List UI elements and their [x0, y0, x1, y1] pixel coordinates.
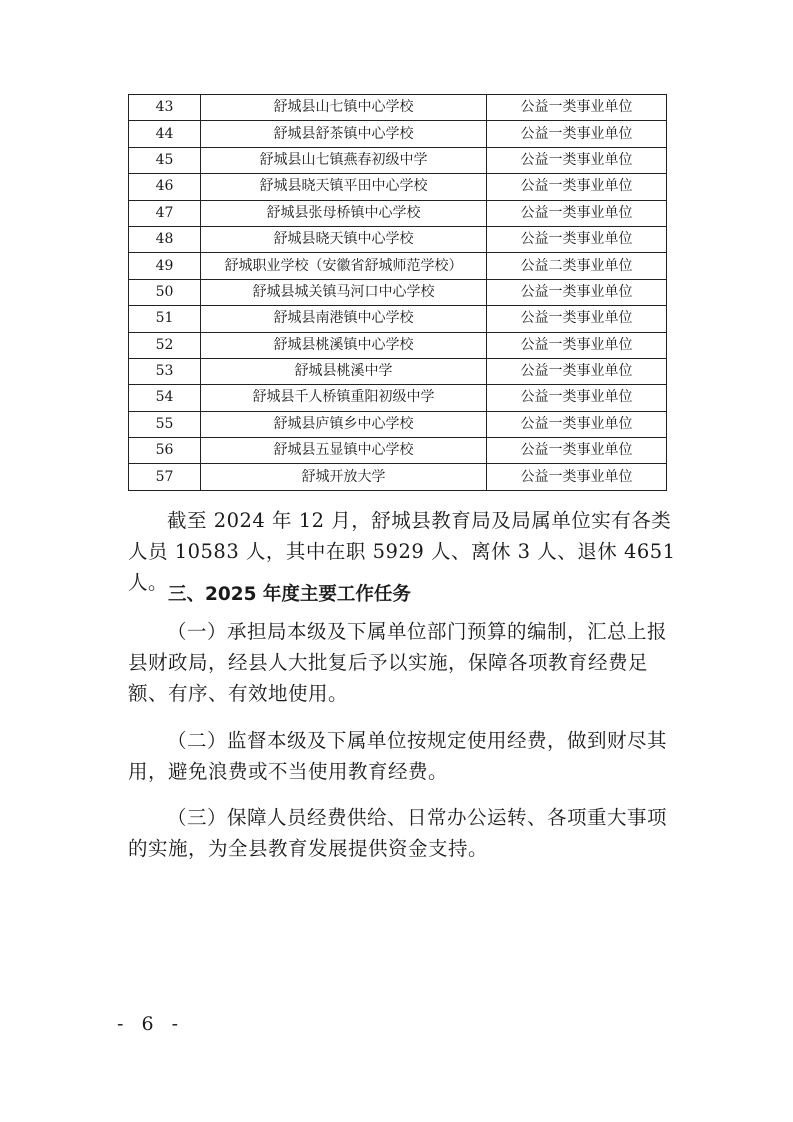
unit-name-cell: 舒城县庐镇乡中心学校: [201, 411, 487, 437]
unit-name-cell: 舒城县桃溪镇中心学校: [201, 332, 487, 358]
table-row: [129, 438, 667, 464]
unit-type-cell: 公益二类事业单位: [487, 253, 667, 279]
row-number-cell: 50: [129, 279, 201, 305]
units-table: [128, 94, 667, 491]
table-row: [129, 358, 667, 384]
unit-name-cell: 舒城县南港镇中心学校: [201, 306, 487, 332]
unit-name-cell: 舒城县山七镇燕春初级中学: [201, 147, 487, 173]
row-number-cell: 43: [129, 95, 201, 121]
unit-name-cell: 舒城县张母桥镇中心学校: [201, 200, 487, 226]
unit-type-cell: 公益一类事业单位: [487, 464, 667, 490]
unit-name-cell: 舒城县千人桥镇重阳初级中学: [201, 385, 487, 411]
table-row: [129, 332, 667, 358]
table-row: [129, 385, 667, 411]
units-table-body: [129, 95, 667, 491]
row-number-cell: 45: [129, 147, 201, 173]
row-number-cell: 51: [129, 306, 201, 332]
table-row: [129, 226, 667, 252]
row-number-cell: 53: [129, 358, 201, 384]
table-row: [129, 279, 667, 305]
table-row: [129, 306, 667, 332]
unit-name-cell: 舒城职业学校（安徽省舒城师范学校）: [201, 253, 487, 279]
unit-name-cell: 舒城开放大学: [201, 464, 487, 490]
table-row: [129, 121, 667, 147]
row-number-cell: 52: [129, 332, 201, 358]
page-number: - 6 -: [117, 1013, 185, 1035]
table-row: [129, 174, 667, 200]
table-row: [129, 147, 667, 173]
section-heading: 三、2025 年度主要工作任务: [168, 584, 411, 605]
row-number-cell: 55: [129, 411, 201, 437]
unit-type-cell: 公益一类事业单位: [487, 147, 667, 173]
task-3-paragraph: （三）保障人员经费供给、日常办公运转、各项重大事项的实施，为全县教育发展提供资金支持。: [128, 806, 668, 860]
table-row: [129, 464, 667, 490]
task-1-paragraph: （一）承担局本级及下属单位部门预算的编制，汇总上报县财政局，经县人大批复后予以实施，保障各项教育经费足额、有序、有效地使用。: [128, 620, 668, 705]
unit-type-cell: 公益一类事业单位: [487, 332, 667, 358]
unit-name-cell: 舒城县晓天镇中心学校: [201, 226, 487, 252]
unit-type-cell: 公益一类事业单位: [487, 121, 667, 147]
unit-type-cell: 公益一类事业单位: [487, 438, 667, 464]
row-number-cell: 57: [129, 464, 201, 490]
unit-type-cell: 公益一类事业单位: [487, 226, 667, 252]
task-2-paragraph: （二）监督本级及下属单位按规定使用经费，做到财尽其用，避免浪费或不当使用教育经费。: [128, 729, 668, 783]
unit-type-cell: 公益一类事业单位: [487, 95, 667, 121]
row-number-cell: 48: [129, 226, 201, 252]
unit-name-cell: 舒城县桃溪中学: [201, 358, 487, 384]
table-row: [129, 200, 667, 226]
row-number-cell: 46: [129, 174, 201, 200]
table-row: [129, 253, 667, 279]
unit-type-cell: 公益一类事业单位: [487, 200, 667, 226]
unit-type-cell: 公益一类事业单位: [487, 306, 667, 332]
unit-name-cell: 舒城县山七镇中心学校: [201, 95, 487, 121]
unit-name-cell: 舒城县舒茶镇中心学校: [201, 121, 487, 147]
row-number-cell: 49: [129, 253, 201, 279]
staff-summary-paragraph: 截至 2024 年 12 月，舒城县教育局及局属单位实有各类人员 10583 人，其中在职 5929 人、离休 3 人、退休 4651 人。: [128, 509, 676, 594]
unit-name-cell: 舒城县五显镇中心学校: [201, 438, 487, 464]
table-row: [129, 95, 667, 121]
unit-name-cell: 舒城县晓天镇平田中心学校: [201, 174, 487, 200]
table-row: [129, 411, 667, 437]
row-number-cell: 56: [129, 438, 201, 464]
unit-type-cell: 公益一类事业单位: [487, 174, 667, 200]
unit-type-cell: 公益一类事业单位: [487, 385, 667, 411]
unit-type-cell: 公益一类事业单位: [487, 358, 667, 384]
unit-type-cell: 公益一类事业单位: [487, 411, 667, 437]
row-number-cell: 47: [129, 200, 201, 226]
unit-type-cell: 公益一类事业单位: [487, 279, 667, 305]
row-number-cell: 54: [129, 385, 201, 411]
row-number-cell: 44: [129, 121, 201, 147]
unit-name-cell: 舒城县城关镇马河口中心学校: [201, 279, 487, 305]
